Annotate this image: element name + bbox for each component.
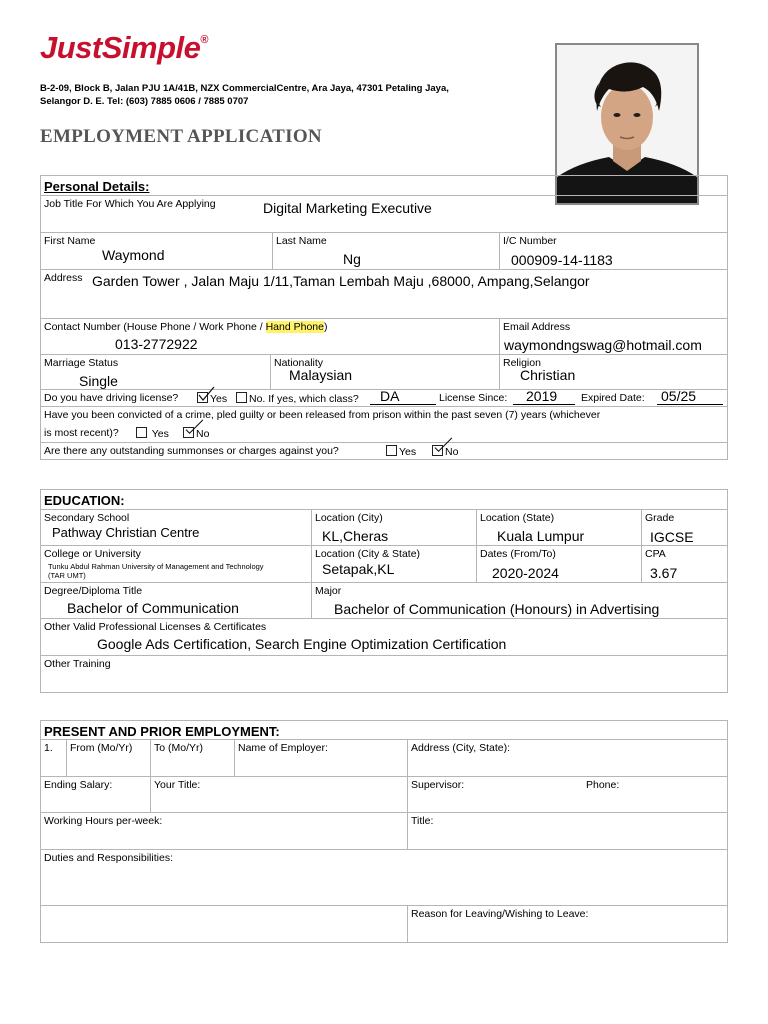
address-label: Address xyxy=(44,272,83,284)
form-title: EMPLOYMENT APPLICATION xyxy=(40,126,322,147)
driving-license-question: Do you have driving license? xyxy=(44,392,179,404)
ic-number-value[interactable]: 000909-14-1183 xyxy=(511,252,613,268)
expired-date-value[interactable]: 05/25 xyxy=(661,388,697,404)
first-name-label: First Name xyxy=(44,235,96,247)
crime-question-cont: is most recent)? xyxy=(44,427,119,439)
cpa-value[interactable]: 3.67 xyxy=(650,565,678,581)
employment-heading: PRESENT AND PRIOR EMPLOYMENT: xyxy=(44,724,280,739)
crime-no-option[interactable]: No xyxy=(183,427,209,440)
secondary-school-label: Secondary School xyxy=(44,512,130,524)
license-yes-option[interactable]: Yes xyxy=(197,392,227,405)
major-label: Major xyxy=(315,585,342,597)
checkmark-icon xyxy=(183,419,205,435)
license-since-value[interactable]: 2019 xyxy=(526,388,558,404)
location-city-state-label: Location (City & State) xyxy=(315,548,421,560)
religion-value[interactable]: Christian xyxy=(520,367,576,383)
expired-date-label: Expired Date: xyxy=(581,392,645,404)
license-since-label: License Since: xyxy=(439,392,508,404)
college-label: College or University xyxy=(44,548,141,560)
address-value[interactable]: Garden Tower , Jalan Maju 1/11,Taman Lembah Maju ,68000, Ampang,Selangor xyxy=(92,273,590,289)
nationality-label: Nationality xyxy=(274,357,324,369)
summons-no-option[interactable]: No xyxy=(432,445,458,458)
license-no-option[interactable]: No. If yes, which class? xyxy=(236,392,359,405)
ending-salary-label: Ending Salary: xyxy=(44,779,113,791)
grade-label: Grade xyxy=(645,512,675,524)
from-date-label: From (Mo/Yr) xyxy=(70,742,133,754)
licenses-label: Other Valid Professional Licenses & Certificates xyxy=(44,621,267,633)
email-value[interactable]: waymondngswag@hotmail.com xyxy=(504,337,702,353)
job-title-value[interactable]: Digital Marketing Executive xyxy=(263,200,432,216)
duties-label: Duties and Responsibilities: xyxy=(44,852,173,864)
dates-label: Dates (From/To) xyxy=(480,548,556,560)
last-name-value[interactable]: Ng xyxy=(343,251,361,267)
college-value[interactable]: Tunku Abdul Rahman University of Management and Technology (TAR UMT) xyxy=(48,562,264,580)
cpa-label: CPA xyxy=(645,548,666,560)
license-yes-checkbox[interactable] xyxy=(197,392,208,403)
to-date-label: To (Mo/Yr) xyxy=(154,742,204,754)
crime-question: Have you been convicted of a crime, pled guilty or been released from prison within the past seven (7) years (whichever xyxy=(44,409,601,421)
dates-value[interactable]: 2020-2024 xyxy=(492,565,559,581)
location-city-value[interactable]: KL,Cheras xyxy=(322,528,389,544)
personal-details-section xyxy=(40,175,728,460)
last-name-label: Last Name xyxy=(276,235,327,247)
employer-address-label: Address (City, State): xyxy=(411,742,511,754)
title-label: Title: xyxy=(411,815,434,827)
ic-number-label: I/C Number xyxy=(503,235,557,247)
contact-number-value[interactable]: 013-2772922 xyxy=(115,336,198,352)
phone-label: Phone: xyxy=(586,779,620,791)
summons-question: Are there any outstanding summonses or charges against you? xyxy=(44,445,339,457)
secondary-school-value[interactable]: Pathway Christian Centre xyxy=(52,525,200,540)
licenses-value[interactable]: Google Ads Certification, Search Engine Optimization Certification xyxy=(97,636,507,652)
employment-section xyxy=(40,720,728,943)
location-city-label: Location (City) xyxy=(315,512,383,524)
company-logo: JustSimple® xyxy=(40,30,208,65)
location-city-state-value[interactable]: Setapak,KL xyxy=(322,561,395,577)
crime-yes-checkbox[interactable] xyxy=(136,427,147,438)
degree-label: Degree/Diploma Title xyxy=(44,585,143,597)
education-section xyxy=(40,489,728,693)
major-value[interactable]: Bachelor of Communication (Honours) in Advertising xyxy=(334,601,660,617)
first-name-value[interactable]: Waymond xyxy=(102,247,165,263)
summons-no-checkbox[interactable] xyxy=(432,445,443,456)
degree-value[interactable]: Bachelor of Communication xyxy=(67,600,239,616)
education-heading: EDUCATION: xyxy=(44,493,125,508)
your-title-label: Your Title: xyxy=(154,779,201,791)
employment-number: 1. xyxy=(44,742,53,754)
reason-leaving-label: Reason for Leaving/Wishing to Leave: xyxy=(411,908,589,920)
email-label: Email Address xyxy=(503,321,571,333)
job-title-label: Job Title For Which You Are Applying xyxy=(44,198,216,210)
other-training-label: Other Training xyxy=(44,658,111,670)
nationality-value[interactable]: Malaysian xyxy=(289,367,353,383)
working-hours-label: Working Hours per-week: xyxy=(44,815,163,827)
marriage-status-label: Marriage Status xyxy=(44,357,119,369)
license-no-checkbox[interactable] xyxy=(236,392,247,403)
location-state-value[interactable]: Kuala Lumpur xyxy=(497,528,585,544)
supervisor-label: Supervisor: xyxy=(411,779,465,791)
license-class-value[interactable]: DA xyxy=(380,388,400,404)
checkmark-icon xyxy=(432,437,454,453)
location-state-label: Location (State) xyxy=(480,512,555,524)
contact-number-label: Contact Number (House Phone / Work Phone / Hand Phone) xyxy=(44,321,328,333)
company-address: B-2-09, Block B, Jalan PJU 1A/41B, NZX CommercialCentre, Ara Jaya, 47301 Petaling Jaya, Selangor D. E. Tel: (603) 7885 0606 / 7885 0707 xyxy=(40,83,449,107)
summons-yes-checkbox[interactable] xyxy=(386,445,397,456)
grade-value[interactable]: IGCSE xyxy=(650,529,694,545)
employer-name-label: Name of Employer: xyxy=(238,742,328,754)
crime-no-checkbox[interactable] xyxy=(183,427,194,438)
checkmark-icon xyxy=(197,386,215,402)
personal-details-heading: Personal Details: xyxy=(44,179,150,194)
summons-yes-option[interactable]: Yes xyxy=(386,445,416,458)
crime-yes-option[interactable]: Yes xyxy=(136,427,169,440)
marriage-status-value[interactable]: Single xyxy=(79,373,118,389)
religion-label: Religion xyxy=(503,357,541,369)
